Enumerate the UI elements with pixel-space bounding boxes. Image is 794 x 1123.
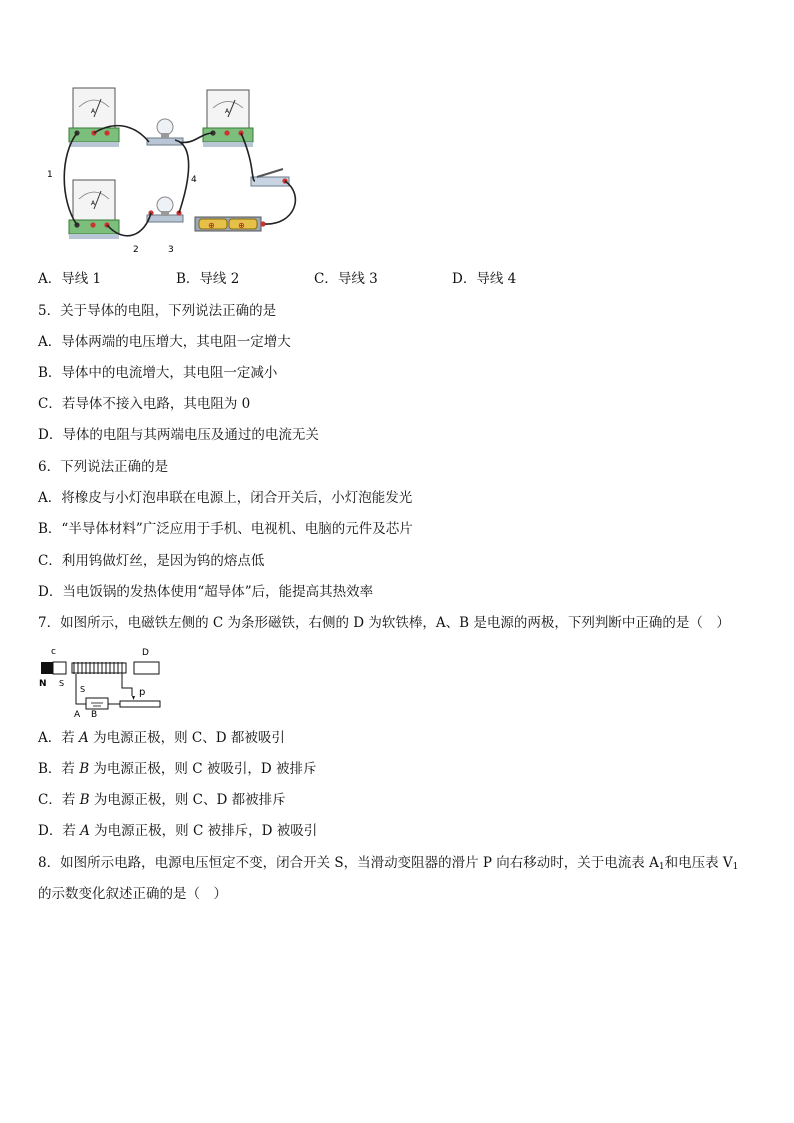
q7-label-p: p <box>139 687 146 698</box>
wire-label-4: 4 <box>191 175 197 185</box>
q7-label-c: c <box>51 647 56 657</box>
q6-option-a[interactable]: A．将橡皮与小灯泡串联在电源上，闭合开关后，小灯泡能发光 <box>38 490 413 506</box>
soft-iron-rod <box>134 662 159 674</box>
q7-option-a-var: A <box>79 730 89 746</box>
q7-stem: 7．如图所示，电磁铁左侧的 C 为条形磁铁，右侧的 D 为软铁棒，A、B 是电源的两极，下列判断中正确的是（ ） <box>38 615 730 631</box>
battery-pack <box>195 217 266 231</box>
q8-stem-part-1: 8．如图所示电路，电源电压恒定不变，闭合开关 S，当滑动变阻器的滑片 P 向右移动时，关于电流表 A <box>38 855 659 871</box>
q7-option-d-var: A <box>80 823 90 839</box>
q7-label-s1: S <box>59 679 65 688</box>
q7-label-a: A <box>74 710 81 720</box>
q8-stem-part-2: 和电压表 V <box>664 855 733 871</box>
q7-option-c-post: 为电源正极，则 C、D 都被排斥 <box>89 792 286 808</box>
q4-option-a[interactable]: A．导线 1 <box>38 271 102 287</box>
slider-p <box>132 696 135 700</box>
meter-3-symbol: A <box>91 200 96 207</box>
q7-option-c-pre: C．若 <box>38 792 80 808</box>
switch <box>251 169 289 186</box>
q4-option-d[interactable]: D．导线 4 <box>452 271 517 287</box>
q7-electromagnet-figure <box>36 642 166 720</box>
q7-option-b[interactable] <box>38 760 316 778</box>
q7-option-a-pre: A．若 <box>38 730 80 746</box>
q4-circuit-figure <box>47 85 315 260</box>
q7-label-s2: S <box>80 685 86 694</box>
wire-label-2: 2 <box>133 245 139 255</box>
q7-option-c-var: B <box>79 792 90 808</box>
q5-stem: 5．关于导体的电阻，下列说法正确的是 <box>38 303 277 319</box>
battery-1-symbol: ⊕ <box>208 221 215 230</box>
q4-option-b[interactable]: B．导线 2 <box>176 271 240 287</box>
q7-option-d-pre: D．若 <box>38 823 81 839</box>
bulb-2 <box>147 197 183 222</box>
electromagnet-coil <box>72 662 126 674</box>
q7-option-c[interactable] <box>38 791 286 809</box>
wire-label-3: 3 <box>168 245 174 255</box>
bar-magnet-south <box>53 662 66 674</box>
q7-label-n: N <box>39 679 47 689</box>
q7-option-b-var: B <box>79 761 90 777</box>
q7-option-b-post: 为电源正极，则 C 被吸引，D 被排斥 <box>89 761 317 777</box>
rheostat <box>120 701 160 707</box>
q6-option-d[interactable]: D．当电饭锅的发热体使用“超导体”后，能提高其热效率 <box>38 584 374 600</box>
q8-stem-line-2: 的示数变化叙述正确的是（ ） <box>38 886 227 902</box>
meter-1-symbol: A <box>91 108 96 115</box>
q7-label-b: B <box>91 710 98 720</box>
q5-option-a[interactable]: A．导体两端的电压增大，其电阻一定增大 <box>38 334 291 350</box>
meter-2-symbol: A <box>225 108 230 115</box>
q6-option-b[interactable]: B．“半导体材料”广泛应用于手机、电视机、电脑的元件及芯片 <box>38 521 413 537</box>
q4-option-c[interactable]: C．导线 3 <box>314 271 378 287</box>
power-source <box>86 698 108 709</box>
ammeter-2 <box>203 90 253 147</box>
q7-option-a-post: 为电源正极，则 C、D 都被吸引 <box>88 730 285 746</box>
wire-label-1: 1 <box>47 170 53 180</box>
q7-option-d[interactable] <box>38 822 317 840</box>
q6-option-c[interactable]: C．利用钨做灯丝，是因为钨的熔点低 <box>38 553 265 569</box>
q4-options <box>38 270 598 288</box>
q7-label-d: D <box>142 648 149 658</box>
q5-option-b[interactable]: B．导体中的电流增大，其电阻一定减小 <box>38 365 278 381</box>
q8-voltmeter-subscript: 1 <box>732 862 739 872</box>
ammeter-1 <box>69 88 119 147</box>
q5-option-c[interactable]: C．若导体不接入电路，其电阻为 0 <box>38 396 251 412</box>
q7-option-b-pre: B．若 <box>38 761 80 777</box>
q6-stem: 6．下列说法正确的是 <box>38 459 169 475</box>
q7-option-a[interactable] <box>38 729 285 747</box>
battery-2-symbol: ⊕ <box>238 221 245 230</box>
q7-option-d-post: 为电源正极，则 C 被排斥，D 被吸引 <box>89 823 318 839</box>
q5-option-d[interactable]: D．导体的电阻与其两端电压及通过的电流无关 <box>38 427 319 443</box>
q8-stem-line-1 <box>38 854 738 876</box>
q8-ammeter-subscript: 1 <box>658 862 665 872</box>
bar-magnet-north <box>41 662 53 674</box>
